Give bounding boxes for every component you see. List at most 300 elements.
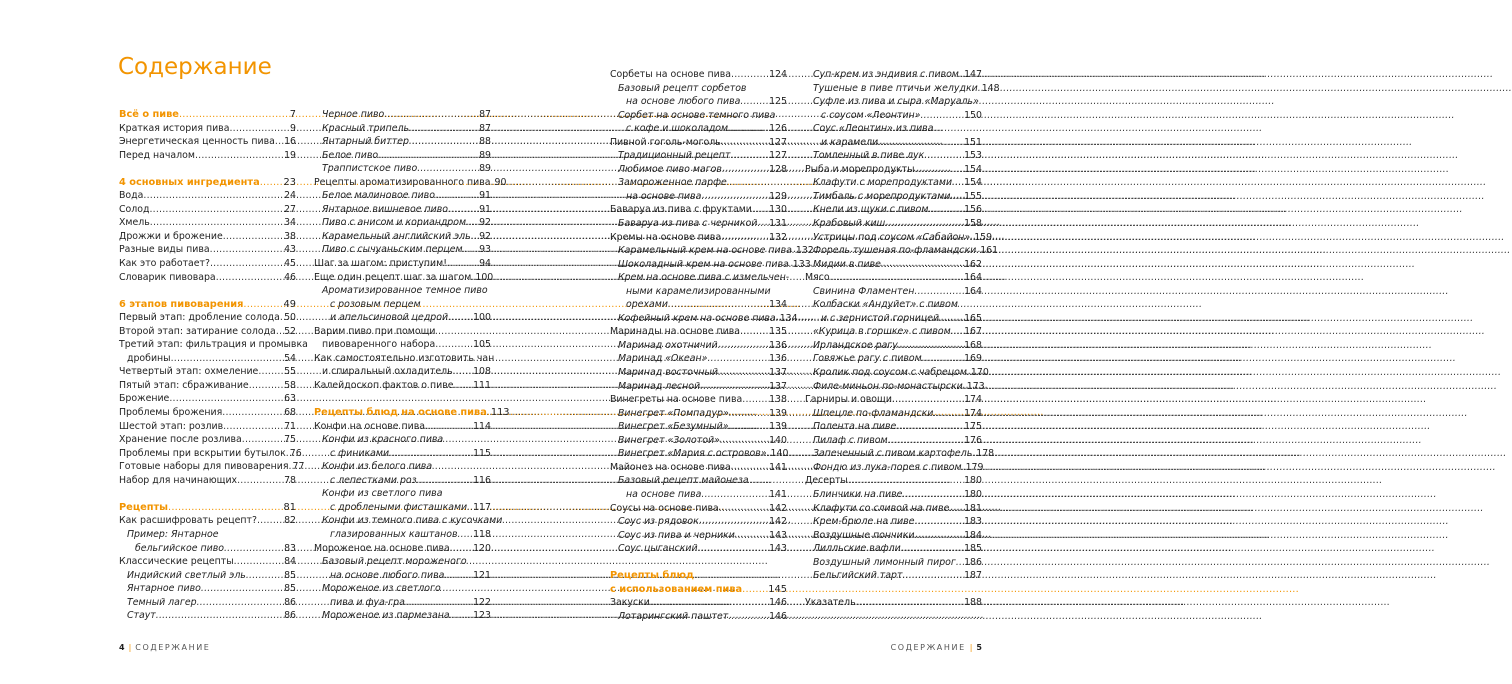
toc-page-number: 154 xyxy=(964,163,982,175)
toc-entry[interactable] xyxy=(805,163,982,177)
toc-entry[interactable] xyxy=(805,325,982,339)
toc-page-number: 162 xyxy=(964,258,982,270)
toc-dot-leader xyxy=(728,610,769,624)
toc-entry[interactable] xyxy=(314,447,491,461)
toc-entry[interactable] xyxy=(610,393,787,407)
toc-entry[interactable] xyxy=(119,216,296,230)
toc-entry-title: пива и фуа-гра xyxy=(330,596,405,608)
toc-dot-leader xyxy=(150,203,285,217)
toc-dot-leader xyxy=(898,339,964,353)
toc-entry[interactable] xyxy=(610,244,814,258)
toc-entry[interactable] xyxy=(610,352,787,366)
toc-entry[interactable] xyxy=(610,610,787,624)
toc-page-number: 176 xyxy=(964,434,982,446)
toc-page-number: 125 xyxy=(769,96,787,108)
toc-entry-title: Мороженое из светлого xyxy=(322,583,441,595)
toc-entry[interactable] xyxy=(119,447,302,461)
toc-entry[interactable] xyxy=(610,380,787,394)
toc-entry[interactable] xyxy=(610,271,790,285)
toc-dot-leader xyxy=(229,122,290,136)
toc-page-number: 68 xyxy=(284,407,296,419)
toc-entry[interactable] xyxy=(610,447,787,461)
toc-entry-title: Лилльские вафли xyxy=(813,543,901,555)
toc-page-number: 140 xyxy=(769,434,787,446)
toc-page-number: 121 xyxy=(473,569,491,581)
toc-entry-title: Всё о пиве xyxy=(119,109,179,120)
toc-entry[interactable] xyxy=(119,257,296,271)
toc-page-number: 155 xyxy=(964,190,982,202)
toc-dot-leader xyxy=(885,217,964,231)
toc-dot-leader xyxy=(729,420,770,434)
toc-entry-title: Винегрет «Мария с островов» xyxy=(618,448,767,460)
toc-dot-leader xyxy=(150,216,284,230)
toc-entry-title: Клафути с морепродуктами xyxy=(813,177,953,189)
toc-entry[interactable] xyxy=(805,366,989,380)
toc-entry[interactable] xyxy=(805,149,982,163)
toc-page-number: 134 xyxy=(779,312,798,324)
toc-page-number: 181 xyxy=(964,502,982,514)
toc-dot-leader xyxy=(718,339,769,353)
toc-page-number: 113 xyxy=(490,407,510,419)
toc-entry[interactable] xyxy=(805,271,982,285)
toc-entry[interactable] xyxy=(805,380,985,394)
toc-entry[interactable] xyxy=(119,365,296,379)
toc-entry[interactable] xyxy=(314,338,491,352)
toc-entry[interactable] xyxy=(610,407,787,421)
toc-entry[interactable] xyxy=(314,325,491,339)
toc-entry-title: Первый этап: дробление солода xyxy=(119,312,280,324)
toc-entry[interactable] xyxy=(805,217,982,231)
toc-entry-title: и спиральный охладитель xyxy=(322,366,453,378)
toc-entry-title: Винегрет «Помпадур» xyxy=(618,407,729,419)
toc-entry[interactable] xyxy=(610,502,787,516)
toc-entry-title: Мороженое из пармезана xyxy=(322,610,450,622)
toc-entry[interactable] xyxy=(610,190,787,204)
toc-entry-title: Сорбет на основе темного пива xyxy=(618,109,776,121)
toc-entry[interactable] xyxy=(119,582,296,596)
toc-entry[interactable] xyxy=(805,339,982,353)
toc-dot-leader xyxy=(896,420,964,434)
toc-entry[interactable] xyxy=(610,298,787,312)
toc-entry[interactable] xyxy=(119,555,296,569)
toc-entry-title: Мясо xyxy=(805,272,830,284)
toc-entry-title: Ирландское рагу xyxy=(813,339,898,351)
toc-page-number: 136 xyxy=(769,339,787,351)
toc-entry[interactable] xyxy=(610,203,787,217)
toc-entry-title: Краткая история пива xyxy=(119,122,230,134)
toc-entry[interactable] xyxy=(805,420,982,434)
toc-entry-title: Базовый рецепт майонеза xyxy=(618,475,749,487)
toc-page-number: 161 xyxy=(980,245,999,257)
toc-entry[interactable] xyxy=(314,569,491,583)
toc-entry-title: Соусы на основе пива xyxy=(610,502,719,514)
toc-page-number: 174 xyxy=(964,407,982,419)
toc-entry[interactable] xyxy=(805,434,982,448)
toc-entry[interactable] xyxy=(119,379,296,393)
toc-entry-title: с соусом «Леонтин» xyxy=(821,109,921,121)
toc-entry-title: Маринад «Океан» xyxy=(618,353,708,365)
toc-entry[interactable] xyxy=(119,311,296,325)
toc-entry[interactable] xyxy=(314,365,491,379)
toc-entry[interactable] xyxy=(610,163,787,177)
toc-entry[interactable] xyxy=(314,487,491,501)
toc-entry[interactable] xyxy=(610,596,787,610)
toc-page-number: 89 xyxy=(479,149,491,161)
toc-entry[interactable] xyxy=(314,501,491,515)
toc-entry[interactable] xyxy=(314,433,491,447)
toc-entry[interactable] xyxy=(314,352,495,366)
toc-page-number: 138 xyxy=(769,394,787,406)
toc-dot-leader xyxy=(950,190,964,204)
toc-entry[interactable] xyxy=(610,231,787,245)
toc-entry-title: Базовый рецепт сорбетов xyxy=(618,82,747,94)
toc-entry[interactable] xyxy=(610,542,787,556)
toc-dot-leader xyxy=(924,149,964,163)
toc-dot-leader xyxy=(914,285,964,299)
toc-entry[interactable] xyxy=(610,312,798,326)
toc-entry-title: Говяжье рагу с пивом xyxy=(813,353,922,365)
toc-entry-title: Крем на основе пива с измельчен- xyxy=(618,272,790,284)
toc-entry[interactable] xyxy=(805,109,982,123)
toc-entry[interactable] xyxy=(610,68,787,82)
toc-entry[interactable] xyxy=(805,203,982,217)
toc-entry-title: Проблемы брожения xyxy=(119,407,223,419)
toc-entry[interactable] xyxy=(314,203,491,217)
toc-entry[interactable] xyxy=(314,243,491,257)
toc-dot-leader xyxy=(757,217,769,231)
toc-entry[interactable] xyxy=(119,433,296,447)
toc-entry-title: глазированных каштанов xyxy=(330,528,458,540)
toc-entry-title: Шоколадный крем на основе пива xyxy=(618,258,789,270)
toc-entry-title: 6 этапов пивоварения xyxy=(119,298,244,310)
toc-entry[interactable] xyxy=(119,569,296,583)
toc-page-number: 123 xyxy=(473,610,491,622)
toc-entry[interactable] xyxy=(119,474,296,488)
toc-entry-title: Вода xyxy=(119,190,144,202)
toc-dot-leader xyxy=(721,136,769,150)
toc-dot-leader xyxy=(417,474,473,488)
toc-page-number: 58 xyxy=(284,379,296,391)
toc-entry[interactable] xyxy=(119,460,305,474)
toc-entry-title: Маринад восточный xyxy=(618,367,718,379)
toc-entry-title: Готовые наборы для пивоварения xyxy=(119,461,289,473)
toc-entry[interactable] xyxy=(610,217,787,231)
toc-dot-leader xyxy=(721,231,769,245)
toc-entry[interactable] xyxy=(314,257,491,271)
toc-dot-leader xyxy=(830,271,964,285)
toc-dot-leader xyxy=(444,569,473,583)
toc-page-number: 141 xyxy=(769,461,787,473)
toc-entry[interactable] xyxy=(805,136,982,150)
toc-entry[interactable] xyxy=(610,474,787,488)
toc-page-number: 128 xyxy=(769,163,787,175)
toc-page-number: 85 xyxy=(284,569,296,581)
toc-entry[interactable] xyxy=(314,528,491,542)
toc-entry-title: Клафути со сливой на пиве xyxy=(813,502,950,514)
toc-entry[interactable] xyxy=(119,352,296,366)
toc-entry[interactable] xyxy=(805,569,982,583)
toc-dot-leader xyxy=(848,474,964,488)
toc-page-number: 100 xyxy=(473,312,491,324)
toc-page-number: 174 xyxy=(964,394,982,406)
toc-entry[interactable] xyxy=(119,135,296,149)
toc-dot-leader xyxy=(698,542,770,556)
toc-page-number: 50 xyxy=(284,312,296,324)
toc-entry-title: Калейдоскоп фактов о пиве xyxy=(314,379,454,391)
toc-entry[interactable] xyxy=(119,406,296,420)
toc-entry[interactable] xyxy=(314,176,507,190)
toc-entry[interactable] xyxy=(119,420,296,434)
toc-entry[interactable] xyxy=(119,122,296,136)
toc-entry-title: ными карамелизированными xyxy=(626,285,771,297)
toc-page-number: 127 xyxy=(769,150,787,162)
toc-entry[interactable] xyxy=(610,109,787,123)
toc-entry-title: Суфле из пива и сыра «Маруаль» xyxy=(813,96,979,108)
toc-entry[interactable] xyxy=(610,488,787,502)
toc-section-heading[interactable] xyxy=(610,583,787,597)
toc-entry[interactable] xyxy=(805,312,982,326)
toc-entry-title: Пятый этап: сбраживание xyxy=(119,379,249,391)
toc-entry-title: Словарик пивовара xyxy=(119,271,216,283)
toc-entry[interactable] xyxy=(805,244,999,258)
toc-entry[interactable] xyxy=(119,609,296,623)
toc-column-3 xyxy=(610,68,814,623)
toc-entry[interactable] xyxy=(610,461,787,475)
toc-page-number: 178 xyxy=(976,448,995,460)
toc-entry[interactable] xyxy=(314,582,491,596)
toc-page-number: 179 xyxy=(965,461,984,473)
toc-page-number: 92 xyxy=(479,230,491,242)
toc-entry[interactable] xyxy=(805,190,982,204)
toc-page-number: 45 xyxy=(284,258,296,270)
toc-entry[interactable] xyxy=(314,596,491,610)
toc-entry[interactable] xyxy=(119,338,308,352)
toc-entry[interactable] xyxy=(610,122,787,136)
toc-entry[interactable] xyxy=(314,609,491,623)
toc-entry[interactable] xyxy=(610,434,787,448)
toc-entry[interactable] xyxy=(805,447,995,461)
toc-entry[interactable] xyxy=(610,420,787,434)
toc-entry[interactable] xyxy=(314,460,491,474)
toc-section-heading[interactable] xyxy=(610,569,787,583)
toc-entry[interactable] xyxy=(805,231,993,245)
toc-entry[interactable] xyxy=(314,216,491,230)
toc-entry[interactable] xyxy=(314,555,491,569)
toc-entry[interactable] xyxy=(119,325,296,339)
toc-entry[interactable] xyxy=(610,149,787,163)
toc-page-number: 87 xyxy=(479,122,491,134)
toc-entry[interactable] xyxy=(805,285,982,299)
toc-entry-title: с лепестками роз xyxy=(330,474,417,486)
toc-dot-leader xyxy=(417,162,479,176)
toc-entry[interactable] xyxy=(314,162,491,176)
toc-entry[interactable] xyxy=(805,82,1000,96)
toc-dot-leader xyxy=(856,596,964,610)
toc-page-number: 89 xyxy=(479,163,491,175)
toc-dot-leader xyxy=(939,312,964,326)
toc-entry[interactable] xyxy=(805,393,982,407)
toc-entry[interactable] xyxy=(610,285,787,299)
toc-entry[interactable] xyxy=(805,596,982,610)
toc-spacer xyxy=(805,583,982,597)
toc-entry[interactable] xyxy=(805,515,982,529)
footer-label-left: СОДЕРЖАНИЕ xyxy=(135,643,211,652)
toc-entry[interactable] xyxy=(805,488,982,502)
toc-entry[interactable] xyxy=(610,515,787,529)
toc-page-number: 132 xyxy=(795,245,814,257)
toc-entry-title: Сорбеты на основе пива xyxy=(610,69,732,80)
toc-entry[interactable] xyxy=(610,95,787,109)
toc-page-number: 132 xyxy=(769,231,787,243)
toc-page-number: 188 xyxy=(964,597,982,609)
toc-entry-title: Набор для начинающих xyxy=(119,474,238,486)
toc-entry[interactable] xyxy=(119,271,296,285)
toc-section-heading[interactable] xyxy=(119,176,296,190)
toc-entry[interactable] xyxy=(119,542,296,556)
toc-entry-title: 4 основных ингредиента xyxy=(119,176,260,188)
toc-entry[interactable] xyxy=(805,556,982,570)
toc-page-number: 137 xyxy=(769,367,787,379)
toc-page-number: 23 xyxy=(283,176,296,188)
toc-entry[interactable] xyxy=(805,352,982,366)
toc-section-heading[interactable] xyxy=(119,501,296,515)
page-number-left: 4 xyxy=(119,643,125,652)
toc-entry-title: Янтарный биттер xyxy=(322,136,409,148)
toc-dot-leader xyxy=(237,474,284,488)
toc-page-number: 88 xyxy=(479,136,491,148)
toc-entry-title: Кофейный крем на основе пива xyxy=(618,312,776,324)
toc-entry[interactable] xyxy=(805,68,982,82)
toc-dot-leader xyxy=(707,352,769,366)
toc-entry[interactable] xyxy=(119,230,296,244)
toc-dot-leader xyxy=(878,136,964,150)
toc-dot-leader xyxy=(143,189,284,203)
toc-entry[interactable] xyxy=(314,514,503,528)
toc-dot-leader xyxy=(168,501,283,515)
toc-entry[interactable] xyxy=(314,542,491,556)
toc-page-number: 151 xyxy=(964,136,982,148)
toc-entry[interactable] xyxy=(314,379,491,393)
footer-divider: | xyxy=(969,643,973,652)
toc-entry-title: Фондю из лука-порея с пивом xyxy=(813,461,962,473)
toc-entry[interactable] xyxy=(805,176,982,190)
toc-entry-title: Ароматизированное темное пиво xyxy=(322,285,488,297)
toc-entry[interactable] xyxy=(314,149,491,163)
toc-entry-title: Пилаф с пивом xyxy=(813,434,888,446)
toc-entry[interactable] xyxy=(314,230,491,244)
toc-entry-title: Форель тушеная по-фламандски xyxy=(813,245,977,257)
toc-page-number: 148 xyxy=(981,82,1000,94)
toc-entry[interactable] xyxy=(610,339,787,353)
toc-entry[interactable] xyxy=(805,122,982,136)
toc-section-heading[interactable] xyxy=(119,298,296,312)
toc-entry-title: Любимое пиво магов xyxy=(618,163,722,175)
toc-entry[interactable] xyxy=(610,366,787,380)
toc-entry[interactable] xyxy=(610,82,787,96)
toc-entry[interactable] xyxy=(314,108,491,122)
toc-dot-leader xyxy=(454,379,474,393)
toc-entry-title: Филе-миньон по-монастырски xyxy=(813,380,963,392)
toc-entry[interactable] xyxy=(314,284,491,298)
toc-entry[interactable] xyxy=(314,122,491,136)
toc-entry-title: Четвертый этап: охмеление xyxy=(119,366,259,378)
toc-page-number: 143 xyxy=(769,529,787,541)
toc-page-number: 173 xyxy=(966,380,985,392)
toc-entry-title: Свинина Фламентен xyxy=(813,285,915,297)
toc-entry[interactable] xyxy=(119,514,296,528)
toc-entry-title: Как самостоятельно изготовить чан xyxy=(314,352,495,364)
toc-entry[interactable] xyxy=(805,461,982,475)
toc-entry-title: Десерты xyxy=(805,475,848,487)
toc-entry[interactable] xyxy=(314,135,491,149)
toc-entry[interactable] xyxy=(805,542,982,556)
toc-entry[interactable] xyxy=(610,325,787,339)
toc-entry[interactable] xyxy=(119,149,296,163)
footer-right xyxy=(891,643,982,652)
toc-dot-leader xyxy=(258,365,284,379)
toc-page-number: 16 xyxy=(284,136,296,148)
toc-entry[interactable] xyxy=(805,502,982,516)
toc-entry[interactable] xyxy=(119,203,296,217)
toc-entry-title: на основе пива xyxy=(626,488,702,500)
toc-entry[interactable] xyxy=(314,298,491,312)
toc-entry[interactable] xyxy=(805,474,982,488)
toc-entry[interactable] xyxy=(805,529,982,543)
toc-entry-title: Рецепты блюд xyxy=(610,570,694,582)
toc-entry-title: Воздушный лимонный пирог xyxy=(813,556,956,568)
toc-page-number: 82 xyxy=(284,515,296,527)
toc-dot-leader xyxy=(216,271,284,285)
toc-entry[interactable] xyxy=(314,311,491,325)
toc-dot-leader xyxy=(902,488,964,502)
toc-page-number: 7 xyxy=(289,109,296,120)
toc-page-number: 116 xyxy=(473,474,491,486)
toc-page-number: 165 xyxy=(964,312,982,324)
toc-entry[interactable] xyxy=(805,258,982,272)
toc-dot-leader xyxy=(453,365,473,379)
toc-entry[interactable] xyxy=(119,528,296,542)
toc-entry-title: с кофе и шоколадом xyxy=(626,123,729,135)
toc-entry[interactable] xyxy=(610,258,811,272)
toc-entry[interactable] xyxy=(805,298,982,312)
toc-entry[interactable] xyxy=(119,243,296,257)
toc-entry[interactable] xyxy=(119,596,296,610)
toc-entry[interactable] xyxy=(610,176,787,190)
toc-entry[interactable] xyxy=(610,136,787,150)
toc-section-heading[interactable] xyxy=(314,406,510,420)
toc-dot-leader xyxy=(210,257,284,271)
toc-entry[interactable] xyxy=(314,474,491,488)
toc-entry[interactable] xyxy=(805,407,982,421)
toc-entry-title: Конфи из темного пива с кусочками xyxy=(322,515,503,527)
toc-page-number: 54 xyxy=(284,352,296,364)
toc-entry-title: Воздушные пончики xyxy=(813,529,915,541)
toc-page-number: 185 xyxy=(964,543,982,555)
toc-entry[interactable] xyxy=(314,420,491,434)
toc-entry[interactable] xyxy=(805,95,982,109)
toc-entry[interactable] xyxy=(314,271,494,285)
toc-entry[interactable] xyxy=(119,392,296,406)
toc-entry[interactable] xyxy=(610,529,787,543)
toc-page-number: 158 xyxy=(964,218,982,230)
toc-page-number: 86 xyxy=(284,610,296,622)
toc-entry-title: Белое пиво xyxy=(322,149,379,161)
toc-section-heading[interactable] xyxy=(119,108,296,122)
toc-dot-leader xyxy=(892,393,964,407)
toc-page-number: 180 xyxy=(964,488,982,500)
toc-entry[interactable] xyxy=(314,189,491,203)
toc-entry[interactable] xyxy=(119,189,296,203)
